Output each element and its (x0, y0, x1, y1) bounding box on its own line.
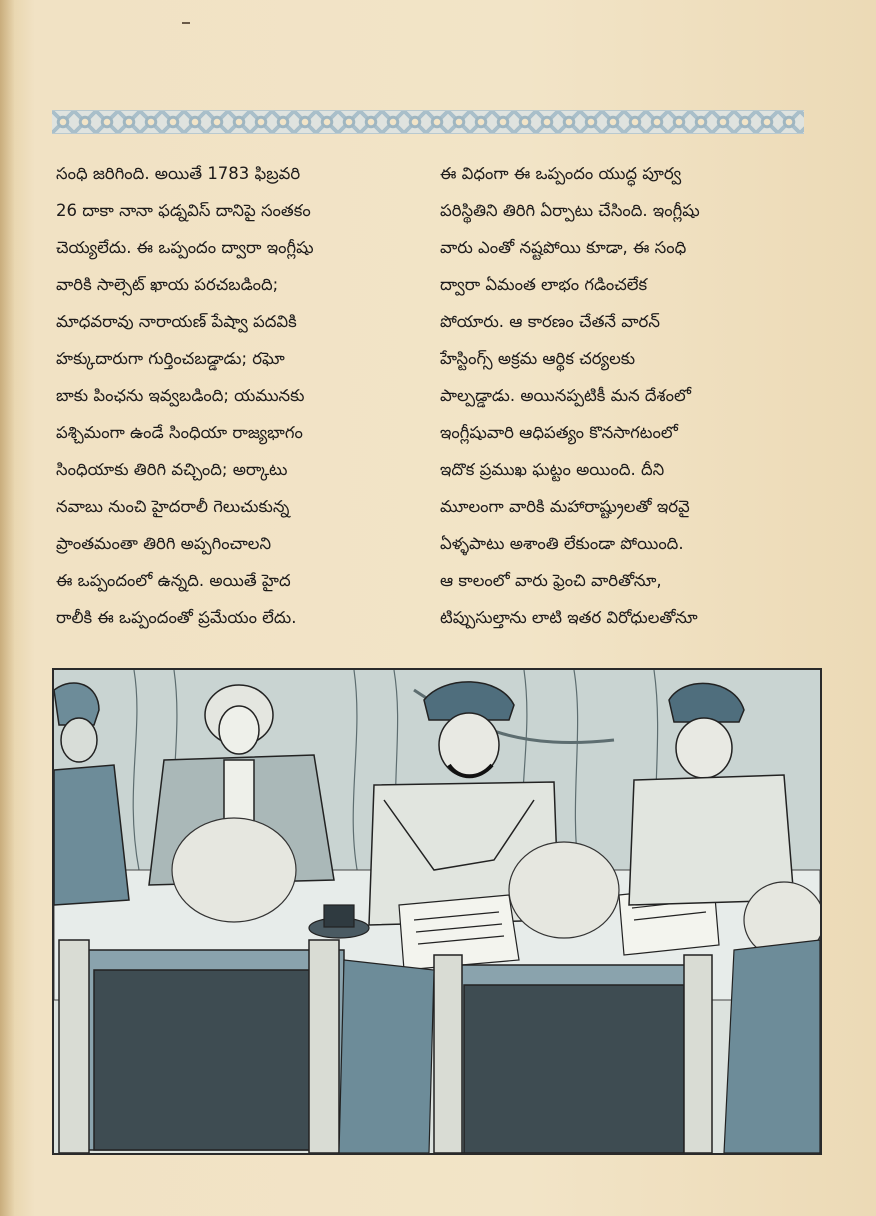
page-mark (182, 22, 190, 24)
text-line: పాల్పడ్డాడు. అయినప్పటికీ మన దేశంలో (440, 386, 691, 405)
text-line: ఇంగ్లీషువారి ఆధిపత్యం కొనసాగటంలో (440, 423, 678, 442)
text-line: ప్రాంతమంతా తిరిగి అప్పగించాలని (56, 534, 272, 553)
illustration-drawing (54, 670, 820, 1153)
text-line: ఈ ఒప్పందంలో ఉన్నది. అయితే హైద (56, 571, 291, 590)
chair-right (434, 955, 712, 1153)
text-line: మూలంగా వారికి మహారాష్ట్రులతో ఇరవై (440, 497, 690, 516)
right-text-column (440, 155, 810, 636)
decorative-border (52, 110, 804, 134)
chair-left (59, 940, 344, 1153)
text-line: రాలీకి ఈ ఒప్పందంతో ప్రమేయం లేదు. (56, 608, 297, 627)
text-line: ఆ కాలంలో వారు ఫ్రెంచి వారితోనూ, (440, 571, 662, 590)
text-line: నవాబు నుంచి హైదరాలీ గెలుచుకున్న (56, 497, 290, 516)
text-line: పరిస్థితిని తిరిగి ఏర్పాటు చేసింది. ఇంగ్లీషు (440, 201, 700, 220)
text-line: ఏళ్ళపాటు అశాంతి లేకుండా పోయింది. (440, 534, 684, 553)
text-line: సంధి జరిగింది. అయితే 1783 ఫిబ్రవరి (56, 164, 301, 183)
text-line: ద్వారా ఏమంత లాభం గడించలేక (440, 275, 648, 294)
text-line: 26 దాకా నానా ఫడ్నవిస్ దానిపై సంతకం (56, 201, 311, 220)
page-binding-edge (0, 0, 14, 1216)
text-line: హేస్టింగ్స్ అక్రమ ఆర్థిక చర్యలకు (440, 349, 636, 368)
text-line: సింధియాకు తిరిగి వచ్చింది; అర్కాటు (56, 460, 288, 479)
text-line: ఇదొక ప్రముఖ ఘట్టం అయింది. దీని (440, 460, 665, 479)
text-line: బాకు పింఛను ఇవ్వబడింది; యమునకు (56, 386, 305, 405)
text-line: పశ్చిమంగా ఉండే సింధియా రాజ్యభాగం (56, 423, 303, 442)
treaty-signing-illustration (52, 668, 822, 1155)
text-line: చెయ్యలేదు. ఈ ఒప్పందం ద్వారా ఇంగ్లీషు (56, 238, 314, 257)
text-line: వారు ఎంతో నష్టపోయి కూడా, ఈ సంధి (440, 238, 687, 257)
text-line: పోయారు. ఆ కారణం చేతనే వారన్ (440, 312, 660, 331)
left-text-column (56, 155, 418, 636)
text-line: మాధవరావు నారాయణ్ పేష్వా పదవికి (56, 312, 297, 331)
text-line: టిప్పుసుల్తాను లాటి ఇతర విరోధులతోనూ (440, 608, 698, 627)
text-line: ఈ విధంగా ఈ ఒప్పందం యుద్ధ పూర్వ (440, 164, 682, 183)
text-line: వారికి సాల్సెట్ ఖాయ పరచబడింది; (56, 275, 279, 294)
text-line: హక్కుదారుగా గుర్తించబడ్డాడు; రఘో (56, 349, 285, 368)
